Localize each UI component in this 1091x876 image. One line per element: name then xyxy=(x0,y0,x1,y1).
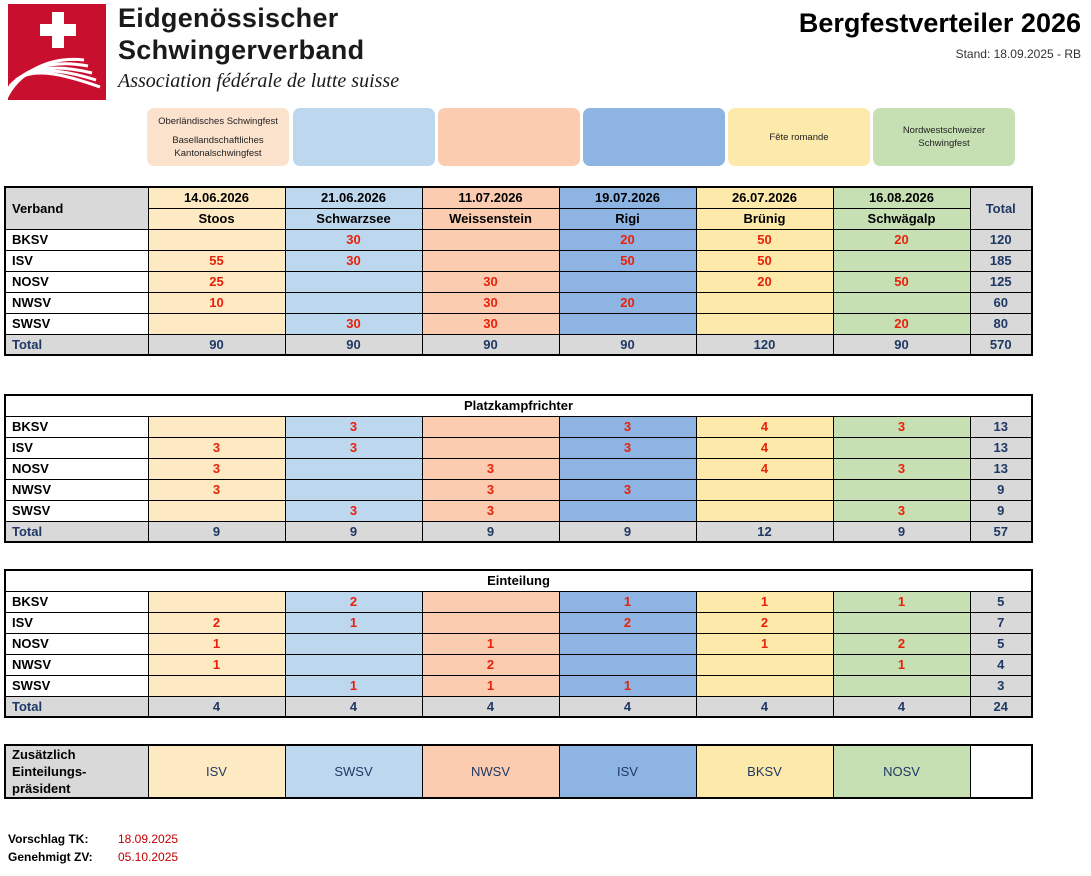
grand-total: 570 xyxy=(970,334,1032,355)
eint-col-total-3: 4 xyxy=(422,696,559,717)
table-row xyxy=(5,654,1032,675)
praesident-value-2: SWSV xyxy=(285,745,422,798)
pkr-row-total-BKSV: 13 xyxy=(970,416,1032,437)
esv-logo xyxy=(8,4,106,100)
eint-cell-NWSV-3: 2 xyxy=(422,654,559,675)
table-row xyxy=(5,250,1032,271)
event-place-2: Schwarzsee xyxy=(285,208,422,229)
pkr-col-total-1: 9 xyxy=(148,521,285,542)
pkr-cell-SWSV-2: 3 xyxy=(285,500,422,521)
pkr-row-label-BKSV: BKSV xyxy=(5,416,148,437)
eint-col-total-2: 4 xyxy=(285,696,422,717)
pkr-cell-BKSV-5: 4 xyxy=(696,416,833,437)
pkr-cell-BKSV-6: 3 xyxy=(833,416,970,437)
pkr-col-total-3: 9 xyxy=(422,521,559,542)
table-row xyxy=(5,271,1032,292)
pkr-col-total-2: 9 xyxy=(285,521,422,542)
footer xyxy=(8,832,178,868)
eint-grand-total: 24 xyxy=(970,696,1032,717)
cell-SWSV-1 xyxy=(148,313,285,334)
eint-cell-NOSV-2 xyxy=(285,633,422,654)
eint-row-total-ISV: 7 xyxy=(970,612,1032,633)
eint-row-label-BKSV: BKSV xyxy=(5,591,148,612)
eint-col-total-6: 4 xyxy=(833,696,970,717)
row-label-SWSV: SWSV xyxy=(5,313,148,334)
callout-4 xyxy=(583,108,725,166)
eint-cell-ISV-1: 2 xyxy=(148,612,285,633)
row-total-ISV: 185 xyxy=(970,250,1032,271)
eint-cell-NWSV-2 xyxy=(285,654,422,675)
eint-cell-NOSV-4 xyxy=(559,633,696,654)
col-total-2: 90 xyxy=(285,334,422,355)
table-row xyxy=(5,591,1032,612)
row-label-NWSV: NWSV xyxy=(5,292,148,313)
pkr-row-label-ISV: ISV xyxy=(5,437,148,458)
cell-BKSV-6: 20 xyxy=(833,229,970,250)
praesident-value-5: BKSV xyxy=(696,745,833,798)
cell-ISV-1: 55 xyxy=(148,250,285,271)
cell-ISV-2: 30 xyxy=(285,250,422,271)
table-row xyxy=(5,313,1032,334)
eint-row-total-SWSV: 3 xyxy=(970,675,1032,696)
eint-cell-NWSV-6: 1 xyxy=(833,654,970,675)
table-row xyxy=(5,479,1032,500)
eint-total-label: Total xyxy=(5,696,148,717)
row-label-BKSV: BKSV xyxy=(5,229,148,250)
document-title-block xyxy=(799,8,1081,61)
pkr-cell-NOSV-3: 3 xyxy=(422,458,559,479)
pkr-cell-SWSV-5 xyxy=(696,500,833,521)
cell-NWSV-2 xyxy=(285,292,422,313)
pkr-row-label-NOSV: NOSV xyxy=(5,458,148,479)
eint-cell-NWSV-5 xyxy=(696,654,833,675)
praesident-value-1: ISV xyxy=(148,745,285,798)
callout-1 xyxy=(147,108,289,166)
event-date-5: 26.07.2026 xyxy=(696,187,833,208)
pkr-cell-NOSV-2 xyxy=(285,458,422,479)
eint-row-label-NWSV: NWSV xyxy=(5,654,148,675)
pkr-cell-BKSV-3 xyxy=(422,416,559,437)
eint-cell-NWSV-1: 1 xyxy=(148,654,285,675)
event-place-4: Rigi xyxy=(559,208,696,229)
eint-col-total-1: 4 xyxy=(148,696,285,717)
callout-6-line-2: Schwingfest xyxy=(918,138,970,149)
pkr-cell-NOSV-1: 3 xyxy=(148,458,285,479)
table-einteilung xyxy=(4,569,1033,718)
pkr-cell-NOSV-6: 3 xyxy=(833,458,970,479)
eint-cell-NOSV-3: 1 xyxy=(422,633,559,654)
pkr-cell-NWSV-3: 3 xyxy=(422,479,559,500)
table-total-row xyxy=(5,334,1032,355)
pkr-cell-NWSV-5 xyxy=(696,479,833,500)
pkr-row-label-NWSV: NWSV xyxy=(5,479,148,500)
praesident-value-4: ISV xyxy=(559,745,696,798)
row-total-SWSV: 80 xyxy=(970,313,1032,334)
pkr-col-total-5: 12 xyxy=(696,521,833,542)
eint-cell-SWSV-1 xyxy=(148,675,285,696)
pkr-cell-NWSV-4: 3 xyxy=(559,479,696,500)
callout-6 xyxy=(873,108,1015,166)
swiss-cross-horizontal xyxy=(40,24,76,36)
brand-text xyxy=(118,2,399,94)
table-row xyxy=(5,633,1032,654)
row-label-ISV: ISV xyxy=(5,250,148,271)
page-header xyxy=(0,0,1091,108)
callout-5 xyxy=(728,108,870,166)
pkr-cell-ISV-6 xyxy=(833,437,970,458)
cell-ISV-4: 50 xyxy=(559,250,696,271)
callout-1-line-1: Oberländisches Schwingfest xyxy=(158,115,278,127)
footer-genehmigt-value: 05.10.2025 xyxy=(118,850,179,864)
pkr-row-total-NWSV: 9 xyxy=(970,479,1032,500)
cell-NOSV-1: 25 xyxy=(148,271,285,292)
cell-NWSV-6 xyxy=(833,292,970,313)
col-total-5: 120 xyxy=(696,334,833,355)
cell-SWSV-3: 30 xyxy=(422,313,559,334)
eint-cell-BKSV-5: 1 xyxy=(696,591,833,612)
callout-6-line-1: Nordwestschweizer xyxy=(902,125,986,136)
logo-swirl-icon xyxy=(8,46,106,100)
pkr-cell-NWSV-1: 3 xyxy=(148,479,285,500)
cell-NOSV-6: 50 xyxy=(833,271,970,292)
cell-SWSV-6: 20 xyxy=(833,313,970,334)
pkr-row-total-NOSV: 13 xyxy=(970,458,1032,479)
cell-SWSV-4 xyxy=(559,313,696,334)
eint-cell-NOSV-5: 1 xyxy=(696,633,833,654)
event-date-4: 19.07.2026 xyxy=(559,187,696,208)
pkr-grand-total: 57 xyxy=(970,521,1032,542)
row-total-NWSV: 60 xyxy=(970,292,1032,313)
table-row xyxy=(5,458,1032,479)
cell-NOSV-2 xyxy=(285,271,422,292)
col-total-6: 90 xyxy=(833,334,970,355)
pkr-total-label: Total xyxy=(5,521,148,542)
eint-row-total-NWSV: 4 xyxy=(970,654,1032,675)
eint-cell-SWSV-4: 1 xyxy=(559,675,696,696)
eint-cell-BKSV-3 xyxy=(422,591,559,612)
table-platzkampfrichter xyxy=(4,394,1033,543)
cell-NWSV-1: 10 xyxy=(148,292,285,313)
footer-vorschlag-label: Vorschlag TK: xyxy=(8,832,89,846)
eint-cell-SWSV-3: 1 xyxy=(422,675,559,696)
pkr-cell-ISV-3 xyxy=(422,437,559,458)
pkr-cell-ISV-1: 3 xyxy=(148,437,285,458)
eint-col-total-4: 4 xyxy=(559,696,696,717)
header-total: Total xyxy=(970,187,1032,229)
table-einteilungspraesident xyxy=(4,744,1033,799)
cell-NOSV-3: 30 xyxy=(422,271,559,292)
header-verband: Verband xyxy=(5,187,148,229)
cell-NWSV-4: 20 xyxy=(559,292,696,313)
page-title: Bergfestverteiler 2026 xyxy=(798,8,1081,38)
callout-5-line-1: Fête romande xyxy=(769,131,829,143)
cell-NOSV-4 xyxy=(559,271,696,292)
cell-NWSV-3: 30 xyxy=(422,292,559,313)
eint-col-total-5: 4 xyxy=(696,696,833,717)
cell-BKSV-3 xyxy=(422,229,559,250)
pkr-cell-NWSV-6 xyxy=(833,479,970,500)
pkr-cell-BKSV-2: 3 xyxy=(285,416,422,437)
pkr-cell-NWSV-2 xyxy=(285,479,422,500)
brand-line-3: Association fédérale de lutte suisse xyxy=(118,70,400,92)
col-total-3: 90 xyxy=(422,334,559,355)
footer-genehmigt-label: Genehmigt ZV: xyxy=(8,850,93,864)
praesident-spacer xyxy=(970,745,1032,798)
brand-line-2: Schwingerverband xyxy=(118,35,365,65)
cell-BKSV-1 xyxy=(148,229,285,250)
cell-ISV-5: 50 xyxy=(696,250,833,271)
pkr-cell-SWSV-1 xyxy=(148,500,285,521)
eint-cell-ISV-6 xyxy=(833,612,970,633)
cell-SWSV-2: 30 xyxy=(285,313,422,334)
pkr-cell-ISV-5: 4 xyxy=(696,437,833,458)
cell-NOSV-5: 20 xyxy=(696,271,833,292)
eint-cell-BKSV-6: 1 xyxy=(833,591,970,612)
pkr-cell-NOSV-4 xyxy=(559,458,696,479)
eint-cell-SWSV-6 xyxy=(833,675,970,696)
table-row xyxy=(5,416,1032,437)
pkr-col-total-4: 9 xyxy=(559,521,696,542)
row-total-NOSV: 125 xyxy=(970,271,1032,292)
event-place-3: Weissenstein xyxy=(422,208,559,229)
cell-BKSV-5: 50 xyxy=(696,229,833,250)
cell-BKSV-4: 20 xyxy=(559,229,696,250)
eint-cell-ISV-2: 1 xyxy=(285,612,422,633)
eint-cell-BKSV-1 xyxy=(148,591,285,612)
callout-1-line-3: Kantonalschwingfest xyxy=(174,147,262,159)
col-total-4: 90 xyxy=(559,334,696,355)
eint-section-title: Einteilung xyxy=(5,570,1032,591)
table-row xyxy=(5,437,1032,458)
pkr-cell-SWSV-6: 3 xyxy=(833,500,970,521)
event-date-6: 16.08.2026 xyxy=(833,187,970,208)
pkr-cell-BKSV-4: 3 xyxy=(559,416,696,437)
table-row xyxy=(5,612,1032,633)
eint-row-label-SWSV: SWSV xyxy=(5,675,148,696)
table-zuteilung xyxy=(4,186,1033,356)
footer-vorschlag xyxy=(8,832,178,846)
cell-BKSV-2: 30 xyxy=(285,229,422,250)
eint-row-label-NOSV: NOSV xyxy=(5,633,148,654)
pkr-col-total-6: 9 xyxy=(833,521,970,542)
table-row xyxy=(5,500,1032,521)
total-label: Total xyxy=(5,334,148,355)
eint-cell-SWSV-5 xyxy=(696,675,833,696)
pkr-row-label-SWSV: SWSV xyxy=(5,500,148,521)
praesident-value-6: NOSV xyxy=(833,745,970,798)
table-row xyxy=(5,229,1032,250)
table-total-row xyxy=(5,696,1032,717)
callout-3 xyxy=(438,108,580,166)
pkr-section-title: Platzkampfrichter xyxy=(5,395,1032,416)
eint-cell-NOSV-1: 1 xyxy=(148,633,285,654)
event-place-5: Brünig xyxy=(696,208,833,229)
table-row xyxy=(5,675,1032,696)
brand-line-1: Eidgenössischer xyxy=(118,3,339,33)
eint-row-total-BKSV: 5 xyxy=(970,591,1032,612)
event-place-6: Schwägalp xyxy=(833,208,970,229)
table-row xyxy=(5,292,1032,313)
table-total-row xyxy=(5,521,1032,542)
row-label-NOSV: NOSV xyxy=(5,271,148,292)
eint-row-label-ISV: ISV xyxy=(5,612,148,633)
event-place-1: Stoos xyxy=(148,208,285,229)
footer-vorschlag-value: 18.09.2025 xyxy=(118,832,179,846)
cell-NWSV-5 xyxy=(696,292,833,313)
eint-cell-ISV-5: 2 xyxy=(696,612,833,633)
pkr-cell-SWSV-3: 3 xyxy=(422,500,559,521)
eint-cell-ISV-3 xyxy=(422,612,559,633)
page-subtitle: Stand: 18.09.2025 - RB xyxy=(955,47,1081,61)
footer-genehmigt xyxy=(8,850,178,864)
event-date-1: 14.06.2026 xyxy=(148,187,285,208)
callout-row xyxy=(0,108,1091,182)
callout-2 xyxy=(293,108,435,166)
praesident-label: Zusätzlich Einteilungs- präsident xyxy=(5,745,148,798)
cell-ISV-6 xyxy=(833,250,970,271)
eint-cell-ISV-4: 2 xyxy=(559,612,696,633)
praesident-value-3: NWSV xyxy=(422,745,559,798)
col-total-1: 90 xyxy=(148,334,285,355)
event-date-2: 21.06.2026 xyxy=(285,187,422,208)
cell-ISV-3 xyxy=(422,250,559,271)
pkr-cell-ISV-2: 3 xyxy=(285,437,422,458)
praesident-row xyxy=(5,745,1032,798)
pkr-cell-NOSV-5: 4 xyxy=(696,458,833,479)
cell-SWSV-5 xyxy=(696,313,833,334)
eint-cell-SWSV-2: 1 xyxy=(285,675,422,696)
pkr-row-total-SWSV: 9 xyxy=(970,500,1032,521)
eint-row-total-NOSV: 5 xyxy=(970,633,1032,654)
eint-cell-BKSV-2: 2 xyxy=(285,591,422,612)
event-date-3: 11.07.2026 xyxy=(422,187,559,208)
row-total-BKSV: 120 xyxy=(970,229,1032,250)
pkr-cell-SWSV-4 xyxy=(559,500,696,521)
eint-cell-NOSV-6: 2 xyxy=(833,633,970,654)
pkr-cell-BKSV-1 xyxy=(148,416,285,437)
eint-cell-NWSV-4 xyxy=(559,654,696,675)
pkr-cell-ISV-4: 3 xyxy=(559,437,696,458)
eint-cell-BKSV-4: 1 xyxy=(559,591,696,612)
pkr-row-total-ISV: 13 xyxy=(970,437,1032,458)
callout-1-line-2: Basellandschaftliches xyxy=(172,134,264,146)
